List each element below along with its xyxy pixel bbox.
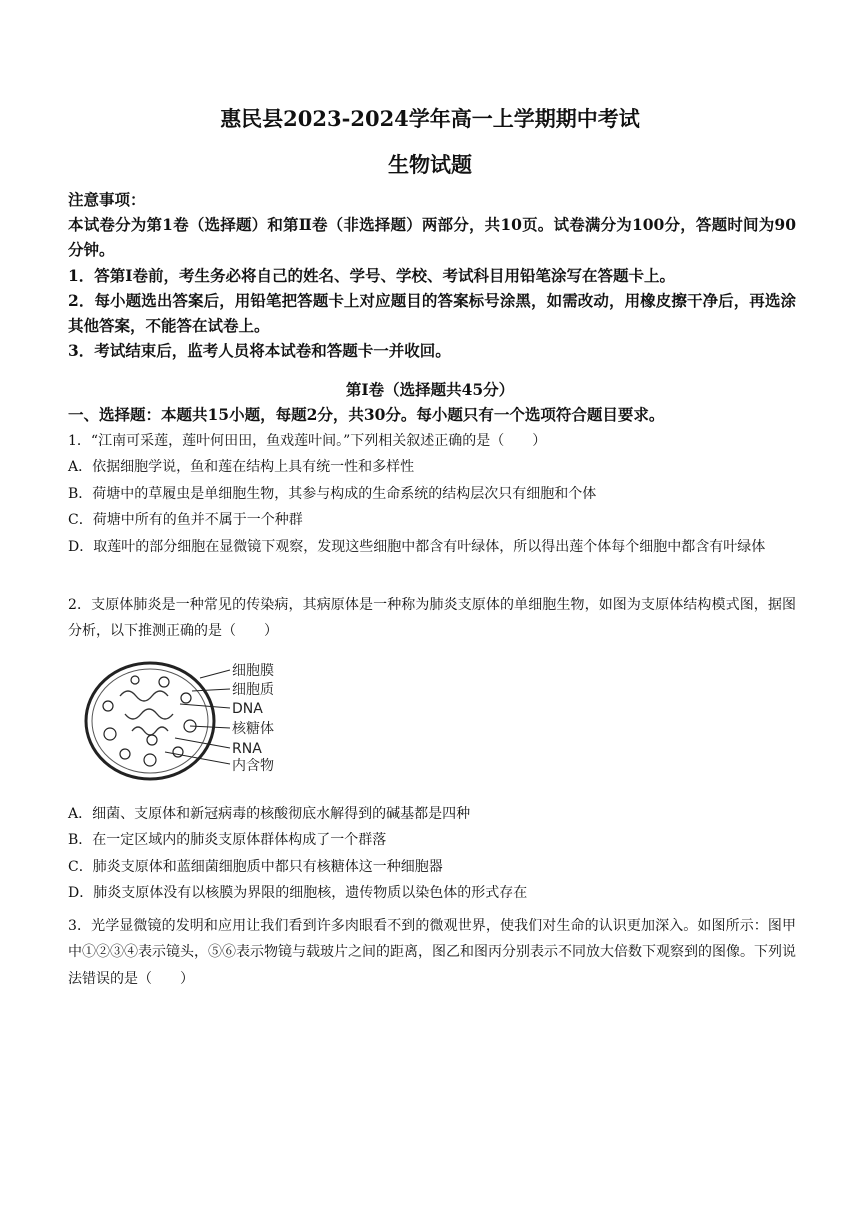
exam-subject: 生物试题 xyxy=(388,152,472,177)
notes-section xyxy=(68,187,796,363)
label-rna: RNA xyxy=(232,741,262,757)
question-2 xyxy=(68,592,796,645)
exam-title: 惠民县2023-2024学年高一上学期期中考试 xyxy=(220,106,640,131)
option-a: A．依据细胞学说，鱼和莲在结构上具有统一性和多样性 xyxy=(68,459,415,476)
option-a: A．细菌、支原体和新冠病毒的核酸彻底水解得到的碱基都是四种 xyxy=(68,806,471,822)
question-stem: 2．支原体肺炎是一种常见的传染病，其病原体是一种称为肺炎支原体的单细胞生物，如图为支原体结构模式图，据图分析，以下推测正确的是（ ） xyxy=(68,597,796,640)
mycoplasma-structure-figure xyxy=(80,656,280,786)
ribosome-granules xyxy=(103,676,196,766)
notes-item-2: 2．每小题选出答案后，用铅笔把答题卡上对应题目的答案标号涂黑，如需改动，用橡皮擦干净后，再选涂其他答案，不能答在试卷上。 xyxy=(68,290,796,336)
option-b: B．在一定区域内的肺炎支原体群体构成了一个群落 xyxy=(68,832,387,849)
notes-item-3: 3．考试结束后，监考人员将本试卷和答题卡一并收回。 xyxy=(68,341,451,361)
question-stem: 1．“江南可采莲，莲叶何田田，鱼戏莲叶间。”下列相关叙述正确的是（ ） xyxy=(68,433,547,449)
part1-heading: 第I卷（选择题共45分） xyxy=(345,380,515,399)
question-3 xyxy=(68,913,796,992)
dna-strands xyxy=(120,691,173,735)
question-2-options xyxy=(68,801,796,907)
label-ribosome: 核糖体 xyxy=(232,721,274,737)
notes-item-1: 1．答第I卷前，考生务必将自己的姓名、学号、学校、考试科目用铅笔涂写在答题卡上。 xyxy=(68,265,676,285)
label-cell-membrane: 细胞膜 xyxy=(232,663,274,679)
notes-intro: 本试卷分为第1卷（选择题）和第Ⅱ卷（非选择题）两部分，共10页。试卷满分为100分，答题时间为90分钟。 xyxy=(68,215,796,260)
option-b: B．荷塘中的草履虫是单细胞生物，其参与构成的生命系统的结构层次只有细胞和个体 xyxy=(68,485,597,502)
option-c: C．肺炎支原体和蓝细菌细胞质中都只有核糖体这一种细胞器 xyxy=(68,858,443,875)
label-inclusions: 内含物 xyxy=(232,758,274,774)
option-d: D．肺炎支原体没有以核膜为界限的细胞核，遗传物质以染色体的形式存在 xyxy=(68,885,528,902)
option-c: C．荷塘中所有的鱼并不属于一个种群 xyxy=(68,512,303,529)
label-dna: DNA xyxy=(232,701,263,717)
option-d: D．取莲叶的部分细胞在显微镜下观察，发现这些细胞中都含有叶绿体，所以得出莲个体每个细胞中都含有叶绿体 xyxy=(68,538,766,555)
question-1 xyxy=(68,428,796,560)
label-cytoplasm: 细胞质 xyxy=(232,682,274,698)
question-stem: 3．光学显微镜的发明和应用让我们看到许多肉眼看不到的微观世界，使我们对生命的认识更加深入。如图所示：图甲中①②③④表示镜头，⑤⑥表示物镜与载玻片之间的距离，图乙和图丙分别表示不同放大倍数下观察到的图像。下列说法错误的是（ ） xyxy=(68,918,796,987)
notes-heading: 注意事项： xyxy=(68,190,146,209)
section1-heading: 一、选择题：本题共15小题，每题2分，共30分。每小题只有一个选项符合题目要求。 xyxy=(68,405,665,424)
